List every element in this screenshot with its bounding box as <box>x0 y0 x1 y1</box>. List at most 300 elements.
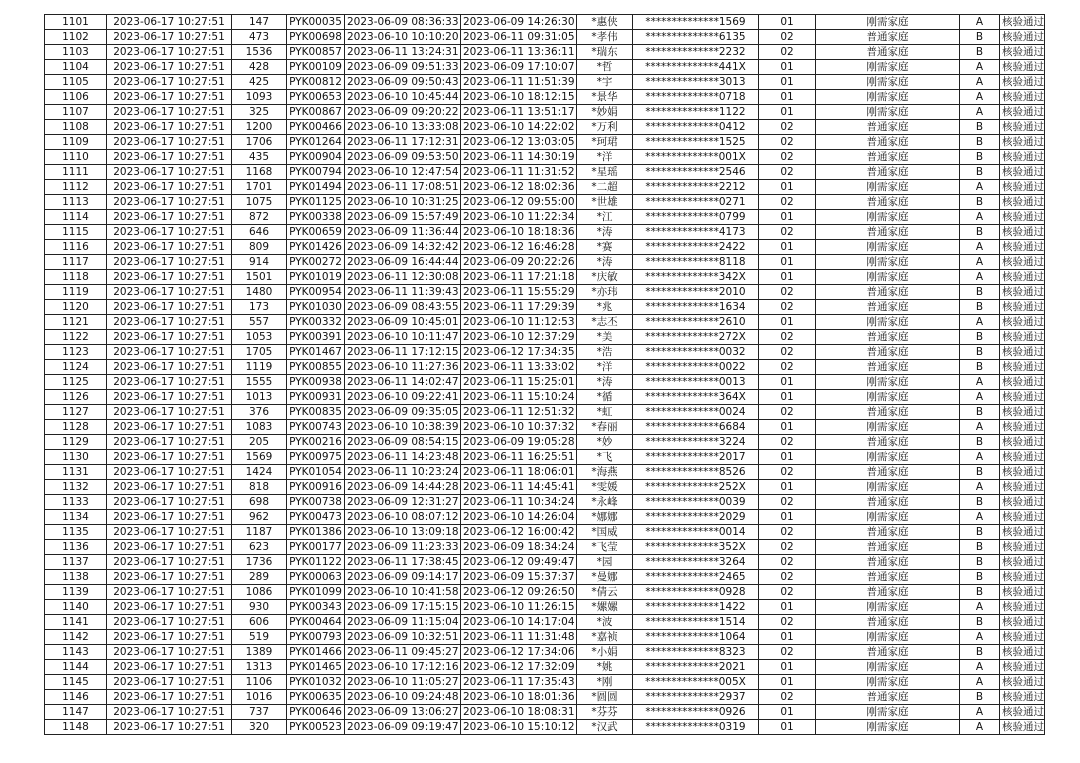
table-row <box>45 30 1045 45</box>
table-cell: 核验通过 <box>1000 45 1045 60</box>
table-cell: 核验通过 <box>1000 60 1045 75</box>
table-cell: 核验通过 <box>1000 450 1045 465</box>
table-cell: 02 <box>759 405 816 420</box>
table-cell: 核验通过 <box>1000 510 1045 525</box>
table-cell: 2023-06-10 10:41:58 <box>345 585 461 600</box>
table-cell: 1106 <box>45 90 107 105</box>
table-cell: 1121 <box>45 315 107 330</box>
table-cell: A <box>960 15 1000 30</box>
table-cell: 2023-06-17 10:27:51 <box>107 45 232 60</box>
table-cell: 2023-06-11 17:21:18 <box>461 270 577 285</box>
table-cell: B <box>960 345 1000 360</box>
table-cell: *倩云 <box>577 585 633 600</box>
table-cell: 刚需家庭 <box>816 15 960 30</box>
table-cell: *姚 <box>577 660 633 675</box>
table-cell: **************342X <box>633 270 759 285</box>
table-cell: 核验通过 <box>1000 150 1045 165</box>
table-cell: 核验通过 <box>1000 255 1045 270</box>
table-cell: **************0022 <box>633 360 759 375</box>
table-row <box>45 255 1045 270</box>
table-cell: 623 <box>232 540 287 555</box>
table-cell: 147 <box>232 15 287 30</box>
table-cell: 核验通过 <box>1000 15 1045 30</box>
table-cell: 核验通过 <box>1000 645 1045 660</box>
table-cell: PYK00635 <box>287 690 345 705</box>
table-cell: *浩 <box>577 345 633 360</box>
table-cell: **************0926 <box>633 705 759 720</box>
table-cell: **************0271 <box>633 195 759 210</box>
table-cell: *娜娜 <box>577 510 633 525</box>
table-cell: 2023-06-09 09:19:47 <box>345 720 461 735</box>
table-cell: B <box>960 120 1000 135</box>
table-cell: *涛 <box>577 255 633 270</box>
table-cell: 刚需家庭 <box>816 390 960 405</box>
table-row <box>45 270 1045 285</box>
table-cell: 1137 <box>45 555 107 570</box>
table-cell: 刚需家庭 <box>816 105 960 120</box>
table-cell: 2023-06-17 10:27:51 <box>107 390 232 405</box>
table-cell: B <box>960 285 1000 300</box>
table-cell: **************2010 <box>633 285 759 300</box>
table-cell: 01 <box>759 270 816 285</box>
table-row <box>45 630 1045 645</box>
table-cell: 2023-06-09 20:22:26 <box>461 255 577 270</box>
table-cell: 2023-06-17 10:27:51 <box>107 480 232 495</box>
table-cell: 2023-06-10 10:38:39 <box>345 420 461 435</box>
table-cell: 1133 <box>45 495 107 510</box>
table-cell: 2023-06-17 10:27:51 <box>107 285 232 300</box>
table-cell: PYK01019 <box>287 270 345 285</box>
table-cell: 刚需家庭 <box>816 270 960 285</box>
table-row <box>45 90 1045 105</box>
table-cell: 01 <box>759 720 816 735</box>
table-row <box>45 15 1045 30</box>
table-cell: **************441X <box>633 60 759 75</box>
table-body <box>45 15 1045 735</box>
table-cell: PYK00975 <box>287 450 345 465</box>
table-cell: 普通家庭 <box>816 615 960 630</box>
table-row <box>45 495 1045 510</box>
table-cell: PYK00793 <box>287 630 345 645</box>
table-cell: PYK00466 <box>287 120 345 135</box>
table-cell: 02 <box>759 465 816 480</box>
table-row <box>45 210 1045 225</box>
table-cell: 2023-06-09 11:36:44 <box>345 225 461 240</box>
table-cell: 核验通过 <box>1000 555 1045 570</box>
table-cell: 1116 <box>45 240 107 255</box>
table-cell: 核验通过 <box>1000 360 1045 375</box>
table-cell: PYK00177 <box>287 540 345 555</box>
table-cell: 2023-06-17 10:27:51 <box>107 60 232 75</box>
table-cell: 02 <box>759 120 816 135</box>
table-cell: 2023-06-11 13:36:11 <box>461 45 577 60</box>
table-cell: 1083 <box>232 420 287 435</box>
table-cell: *汉武 <box>577 720 633 735</box>
table-cell: 2023-06-10 18:12:15 <box>461 90 577 105</box>
table-cell: 1132 <box>45 480 107 495</box>
table-cell: 519 <box>232 630 287 645</box>
table-cell: **************2021 <box>633 660 759 675</box>
table-cell: B <box>960 525 1000 540</box>
table-cell: 2023-06-17 10:27:51 <box>107 675 232 690</box>
table-cell: PYK00109 <box>287 60 345 75</box>
table-cell: 2023-06-17 10:27:51 <box>107 30 232 45</box>
table-cell: 962 <box>232 510 287 525</box>
table-cell: 2023-06-10 17:12:16 <box>345 660 461 675</box>
table-cell: 普通家庭 <box>816 435 960 450</box>
table-cell: 01 <box>759 375 816 390</box>
table-cell: *芬芬 <box>577 705 633 720</box>
table-cell: *赛 <box>577 240 633 255</box>
table-cell: 普通家庭 <box>816 645 960 660</box>
table-cell: 1126 <box>45 390 107 405</box>
table-cell: 刚需家庭 <box>816 210 960 225</box>
table-cell: 2023-06-17 10:27:51 <box>107 360 232 375</box>
table-cell: **************0799 <box>633 210 759 225</box>
table-cell: 2023-06-17 10:27:51 <box>107 510 232 525</box>
table-cell: 1138 <box>45 570 107 585</box>
table-cell: 核验通过 <box>1000 30 1045 45</box>
table-cell: 01 <box>759 255 816 270</box>
table-cell: 核验通过 <box>1000 435 1045 450</box>
table-cell: PYK00063 <box>287 570 345 585</box>
table-cell: 2023-06-17 10:27:51 <box>107 300 232 315</box>
table-cell: 2023-06-10 10:37:32 <box>461 420 577 435</box>
table-cell: **************8526 <box>633 465 759 480</box>
table-row <box>45 405 1045 420</box>
table-cell: 2023-06-10 09:24:48 <box>345 690 461 705</box>
table-cell: 1135 <box>45 525 107 540</box>
table-cell: 1131 <box>45 465 107 480</box>
table-cell: 2023-06-17 10:27:51 <box>107 195 232 210</box>
table-row <box>45 225 1045 240</box>
table-cell: 2023-06-11 11:51:39 <box>461 75 577 90</box>
table-cell: *世雄 <box>577 195 633 210</box>
table-cell: PYK00338 <box>287 210 345 225</box>
table-cell: 1187 <box>232 525 287 540</box>
table-cell: 2023-06-10 09:22:41 <box>345 390 461 405</box>
table-cell: PYK01494 <box>287 180 345 195</box>
table-cell: 1536 <box>232 45 287 60</box>
table-cell: 刚需家庭 <box>816 480 960 495</box>
table-cell: **************0024 <box>633 405 759 420</box>
table-cell: 核验通过 <box>1000 180 1045 195</box>
table-cell: A <box>960 510 1000 525</box>
table-cell: 2023-06-09 14:26:30 <box>461 15 577 30</box>
table-cell: 普通家庭 <box>816 195 960 210</box>
table-cell: 02 <box>759 360 816 375</box>
table-cell: 2023-06-12 09:26:50 <box>461 585 577 600</box>
table-cell: B <box>960 645 1000 660</box>
table-cell: 1130 <box>45 450 107 465</box>
table-cell: 2023-06-17 10:27:51 <box>107 585 232 600</box>
table-cell: 刚需家庭 <box>816 240 960 255</box>
table-cell: 2023-06-17 10:27:51 <box>107 375 232 390</box>
table-row <box>45 165 1045 180</box>
table-cell: 2023-06-11 13:24:31 <box>345 45 461 60</box>
table-cell: A <box>960 630 1000 645</box>
table-cell: 2023-06-12 09:49:47 <box>461 555 577 570</box>
table-cell: 2023-06-17 10:27:51 <box>107 720 232 735</box>
table-cell: 1016 <box>232 690 287 705</box>
table-cell: PYK00391 <box>287 330 345 345</box>
table-row <box>45 195 1045 210</box>
table-cell: 刚需家庭 <box>816 180 960 195</box>
table-cell: 核验通过 <box>1000 210 1045 225</box>
table-cell: B <box>960 435 1000 450</box>
table-cell: 2023-06-17 10:27:51 <box>107 315 232 330</box>
table-cell: 02 <box>759 150 816 165</box>
table-cell: A <box>960 315 1000 330</box>
table-cell: 01 <box>759 420 816 435</box>
table-cell: A <box>960 180 1000 195</box>
table-cell: 2023-06-10 10:11:47 <box>345 330 461 345</box>
table-cell: 刚需家庭 <box>816 315 960 330</box>
table-cell: 核验通过 <box>1000 195 1045 210</box>
table-cell: 01 <box>759 480 816 495</box>
table-cell: *波 <box>577 615 633 630</box>
table-cell: 核验通过 <box>1000 90 1045 105</box>
table-cell: 刚需家庭 <box>816 450 960 465</box>
table-row <box>45 105 1045 120</box>
table-cell: 1118 <box>45 270 107 285</box>
table-cell: 2023-06-09 10:45:01 <box>345 315 461 330</box>
table-cell: 2023-06-17 10:27:51 <box>107 15 232 30</box>
table-cell: **************2422 <box>633 240 759 255</box>
table-cell: PYK01466 <box>287 645 345 660</box>
table-cell: PYK00035 <box>287 15 345 30</box>
table-cell: 2023-06-10 14:26:04 <box>461 510 577 525</box>
table-cell: *涛 <box>577 225 633 240</box>
table-cell: 刚需家庭 <box>816 600 960 615</box>
table-cell: 809 <box>232 240 287 255</box>
table-cell: 2023-06-09 19:05:28 <box>461 435 577 450</box>
table-cell: 核验通过 <box>1000 270 1045 285</box>
table-cell: **************2029 <box>633 510 759 525</box>
table-cell: 2023-06-17 10:27:51 <box>107 255 232 270</box>
table-cell: 02 <box>759 165 816 180</box>
document-page <box>44 14 1044 735</box>
table-cell: 普通家庭 <box>816 120 960 135</box>
table-row <box>45 510 1045 525</box>
table-cell: 02 <box>759 45 816 60</box>
table-cell: *春丽 <box>577 420 633 435</box>
table-cell: 核验通过 <box>1000 405 1045 420</box>
table-cell: 2023-06-11 16:25:51 <box>461 450 577 465</box>
table-cell: *二超 <box>577 180 633 195</box>
table-cell: 核验通过 <box>1000 495 1045 510</box>
table-cell: 核验通过 <box>1000 105 1045 120</box>
table-cell: **************001X <box>633 150 759 165</box>
table-cell: 2023-06-10 13:33:08 <box>345 120 461 135</box>
table-cell: 428 <box>232 60 287 75</box>
table-cell: PYK01467 <box>287 345 345 360</box>
table-cell: 2023-06-11 17:12:15 <box>345 345 461 360</box>
table-cell: 2023-06-17 10:27:51 <box>107 105 232 120</box>
table-cell: B <box>960 540 1000 555</box>
table-cell: 2023-06-11 12:51:32 <box>461 405 577 420</box>
table-cell: 2023-06-12 16:46:28 <box>461 240 577 255</box>
table-cell: A <box>960 90 1000 105</box>
table-cell: 核验通过 <box>1000 165 1045 180</box>
table-cell: 02 <box>759 540 816 555</box>
table-cell: **************252X <box>633 480 759 495</box>
table-cell: *亦玮 <box>577 285 633 300</box>
table-cell: **************1525 <box>633 135 759 150</box>
table-cell: *哲 <box>577 60 633 75</box>
table-cell: 01 <box>759 240 816 255</box>
table-row <box>45 120 1045 135</box>
table-cell: 2023-06-10 10:31:25 <box>345 195 461 210</box>
table-cell: 930 <box>232 600 287 615</box>
table-cell: A <box>960 60 1000 75</box>
table-cell: 2023-06-10 15:10:12 <box>461 720 577 735</box>
table-cell: **************1064 <box>633 630 759 645</box>
table-cell: **************6135 <box>633 30 759 45</box>
table-cell: 2023-06-09 11:15:04 <box>345 615 461 630</box>
table-cell: 01 <box>759 90 816 105</box>
table-cell: PYK00931 <box>287 390 345 405</box>
table-cell: 01 <box>759 675 816 690</box>
table-cell: 2023-06-10 11:26:15 <box>461 600 577 615</box>
table-cell: 2023-06-11 17:38:45 <box>345 555 461 570</box>
table-cell: 205 <box>232 435 287 450</box>
table-cell: 1053 <box>232 330 287 345</box>
table-cell: 2023-06-17 10:27:51 <box>107 570 232 585</box>
table-cell: 1117 <box>45 255 107 270</box>
table-cell: 1086 <box>232 585 287 600</box>
table-cell: 2023-06-10 12:47:54 <box>345 165 461 180</box>
table-cell: 2023-06-09 13:06:27 <box>345 705 461 720</box>
table-row <box>45 645 1045 660</box>
table-cell: 2023-06-11 17:12:31 <box>345 135 461 150</box>
table-row <box>45 45 1045 60</box>
table-cell: 2023-06-12 09:55:00 <box>461 195 577 210</box>
table-cell: PYK01386 <box>287 525 345 540</box>
table-cell: 普通家庭 <box>816 405 960 420</box>
table-cell: 01 <box>759 705 816 720</box>
table-cell: **************272X <box>633 330 759 345</box>
table-cell: 2023-06-11 10:23:24 <box>345 465 461 480</box>
table-cell: 1555 <box>232 375 287 390</box>
table-cell: 2023-06-11 09:31:05 <box>461 30 577 45</box>
table-cell: PYK00904 <box>287 150 345 165</box>
table-cell: 2023-06-10 08:07:12 <box>345 510 461 525</box>
table-cell: 1736 <box>232 555 287 570</box>
table-cell: PYK00523 <box>287 720 345 735</box>
table-cell: 2023-06-11 15:25:01 <box>461 375 577 390</box>
table-cell: B <box>960 570 1000 585</box>
table-cell: 核验通过 <box>1000 420 1045 435</box>
table-cell: 刚需家庭 <box>816 510 960 525</box>
table-cell: 1424 <box>232 465 287 480</box>
table-cell: B <box>960 585 1000 600</box>
table-cell: 01 <box>759 510 816 525</box>
table-cell: 2023-06-17 10:27:51 <box>107 555 232 570</box>
table-cell: A <box>960 375 1000 390</box>
table-cell: *珂珺 <box>577 135 633 150</box>
table-cell: **************2212 <box>633 180 759 195</box>
table-row <box>45 390 1045 405</box>
table-cell: 普通家庭 <box>816 345 960 360</box>
table-cell: 1134 <box>45 510 107 525</box>
table-cell: 02 <box>759 495 816 510</box>
table-cell: PYK00343 <box>287 600 345 615</box>
table-cell: 核验通过 <box>1000 585 1045 600</box>
table-row <box>45 435 1045 450</box>
table-cell: A <box>960 255 1000 270</box>
table-cell: 1142 <box>45 630 107 645</box>
table-row <box>45 150 1045 165</box>
table-cell: 刚需家庭 <box>816 375 960 390</box>
table-cell: *孝伟 <box>577 30 633 45</box>
table-cell: B <box>960 360 1000 375</box>
table-cell: PYK00916 <box>287 480 345 495</box>
table-cell: 02 <box>759 525 816 540</box>
table-cell: 01 <box>759 105 816 120</box>
table-cell: 435 <box>232 150 287 165</box>
table-cell: 2023-06-11 11:39:43 <box>345 285 461 300</box>
table-cell: 2023-06-17 10:27:51 <box>107 165 232 180</box>
table-cell: 2023-06-09 15:37:37 <box>461 570 577 585</box>
table-cell: 289 <box>232 570 287 585</box>
table-cell: PYK00216 <box>287 435 345 450</box>
table-cell: B <box>960 405 1000 420</box>
table-cell: *嫘嫘 <box>577 600 633 615</box>
table-cell: 914 <box>232 255 287 270</box>
table-cell: 刚需家庭 <box>816 420 960 435</box>
table-cell: 普通家庭 <box>816 135 960 150</box>
table-cell: **************2610 <box>633 315 759 330</box>
table-cell: 普通家庭 <box>816 225 960 240</box>
table-cell: **************1122 <box>633 105 759 120</box>
table-cell: PYK01264 <box>287 135 345 150</box>
table-cell: 425 <box>232 75 287 90</box>
table-cell: 核验通过 <box>1000 240 1045 255</box>
table-cell: 1101 <box>45 15 107 30</box>
table-cell: 1705 <box>232 345 287 360</box>
table-cell: B <box>960 465 1000 480</box>
table-cell: 173 <box>232 300 287 315</box>
table-cell: 2023-06-17 10:27:51 <box>107 465 232 480</box>
table-cell: 核验通过 <box>1000 135 1045 150</box>
table-cell: 1313 <box>232 660 287 675</box>
table-cell: 2023-06-11 11:31:52 <box>461 165 577 180</box>
table-cell: 02 <box>759 300 816 315</box>
table-cell: 1104 <box>45 60 107 75</box>
table-cell: 2023-06-09 09:53:50 <box>345 150 461 165</box>
table-cell: PYK01465 <box>287 660 345 675</box>
table-cell: A <box>960 480 1000 495</box>
table-cell: 普通家庭 <box>816 330 960 345</box>
table-cell: **************6684 <box>633 420 759 435</box>
table-cell: 01 <box>759 180 816 195</box>
table-cell: 2023-06-17 10:27:51 <box>107 150 232 165</box>
table-cell: 核验通过 <box>1000 120 1045 135</box>
table-cell: 2023-06-17 10:27:51 <box>107 135 232 150</box>
table-cell: **************8323 <box>633 645 759 660</box>
table-cell: 核验通过 <box>1000 345 1045 360</box>
table-cell: 1123 <box>45 345 107 360</box>
table-cell: 01 <box>759 15 816 30</box>
table-cell: 02 <box>759 645 816 660</box>
table-row <box>45 75 1045 90</box>
table-cell: 557 <box>232 315 287 330</box>
table-cell: 1115 <box>45 225 107 240</box>
table-cell: 刚需家庭 <box>816 630 960 645</box>
table-cell: **************2546 <box>633 165 759 180</box>
table-cell: 1124 <box>45 360 107 375</box>
